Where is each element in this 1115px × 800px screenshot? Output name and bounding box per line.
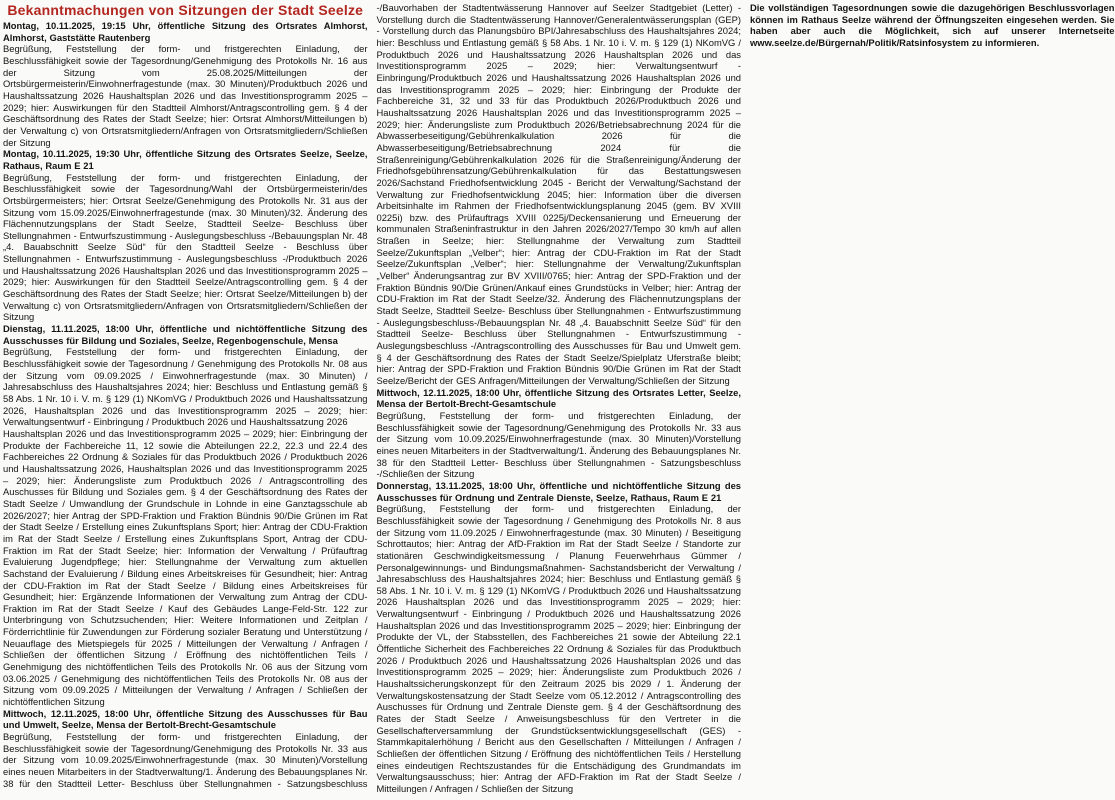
agenda-text: Begrüßung, Feststellung der form- und fristgerechten Einladung, der Beschlussfähigkeit sowie der Tagesordnung/Genehmigung des Protokolls Nr. 16 aus der Sitzung vom 25.08.2025/Mitteilungen der Ortsbürgermeisterin/Einwohnerfragestunde (max. 30 Minuten)/Produktbuch 2026 und Haushaltssatzung 2026 Haushaltsplan 2026 und das Investitionsprogramm 2025 – 2029; hier: Auswirkungen für den Stadtteil Almhorst/Antragscontrolling gem. § 4 der Geschäftsordnung des Rates der Stadt Seelze; hier: Ortsrat Almhorst/Mitteilungen b) der Verwaltung c) von Ortsratsmitgliedern/Anfragen von Ortsratsmitgliedern/Schließen der Sitzung xyxy=(3,43,368,148)
meeting-heading: Mittwoch, 12.11.2025, 18:00 Uhr, öffentliche Sitzung des Ortsrates Letter, Seelze, Mensa der Bertolt-Brecht-Gesamtschule xyxy=(376,386,741,410)
agenda-text: Begrüßung, Feststellung der form- und fristgerechten Einladung, der Beschlussfähigkeit sowie der Tagesordnung/Genehmigung des Protokolls Nr. 33 aus der Sitzung vom 10.09.2025/Einwohnerfragestunde (max. 30 Minuten)/Vorstellung eines neuen Mitarbeiters in der Stadtverwaltung/1. Änderung des Bebauungsplanes Nr. 38 für den Stadtteil Letter- Beschluss über Stellungnahmen - Satzungsbeschluss -/Schließen der Sitzung xyxy=(376,409,741,480)
agenda-text: Begrüßung, Feststellung der form- und fristgerechten Einladung, der Beschlussfähigkeit sowie der Tagesordnung/Genehmigung des Protokolls Nr. 33 aus der Sitzung vom 10.09.2025/Einwohnerfragestunde (max. 30 Minuten)/Vorstellung eines neuen Mitarbeiters in der Stadtverwaltung/1. Änderung des Bebauungsplanes Nr. 38 für den Stadtteil Letter- Beschluss über Stellungnahmen - Satzungsbeschluss -/Bauvorhaben der Stadtentwässerung Hannover auf Seelzer Stadtgebiet (Letter) - Vorstellung durch die Stadtentwässerung Hannover/Generalentwässerungsplan (GEP) - Vorstellung durch das Planungsbüro BPI/Jahresabschluss des Haushaltsjahres 2024; hier: Beschluss und Entlastung gemäß § 58 Abs. 1 Nr. 10 i. V. m. § 129 (1) NKomVG / Produktbuch 2026 und Haushaltssatzung 2026 Haushaltsplan 2026 und das Investitionsprogramm 2025 – 2029; hier: Verwaltungsentwurf - Einbringung/Produktbuch 2026 und Haushaltssatzung 2026 Haushaltsplan 2026 und das Investitionsprogramm 2025 – 2029; hier: Einbringung der Produkte der Fachbereiche 31, 32 und 33 für das Produktbuch 2026/Produktbuch 2026 und Haushaltssatzung 2026 Haushaltsplan 2026 und das Investitionsprogramm 2025 – 2029; hier: Änderungsliste zum Produktbuch 2026/Betriebsabrechnung 2024 für die Abwasserbeseitigung/Gebührenkalkulation 2026 für die Abwasserbeseitigung/Betriebsabrechnung 2024 für die Straßenreinigung/Gebührenkalkulation 2026 für die Straßenreinigung/Änderung der Friedhofsgebührensatzung/Gebührenkalkulation für das Bestattungswesen 2026/Sachstand Friedhofsentwicklung 2045 - Bericht der Verwaltung/Sachstand der Verwaltung zur Friedhofsentwicklung 2045; hier: Information über die diversen Arbeitsinhalte im Rahmen der Friedhofsentwicklungsplanung 2045 (gem. BV XVIII 0225i) bzw. des Prüfauftrags XVIII 0225j/Deckensanierung und Erneuerung der kommunalen Straßeninfrastruktur in den Jahren 2026/2027/Tempo 30 km/h auf allen Straßen in Seelze; hier: Stellungnahme der Verwaltung zum Stadtteil Seelze/Zukunftsplan „Velber“; hier: Antrag der CDU-Fraktion im Rat der Stadt Seelze/Zukunftsplan „Velber“; hier: Stellungnahme der Verwaltung/Zukunftsplan „Velber“ Änderungsantrag zur BV XVIII/0765; hier: Antrag der SPD-Fraktion und der Fraktion Bündnis 90/Die Grünen/Ankauf eines Grundstücks in Velber; hier: Antrag der CDU-Fraktion im Rat der Stadt Seelze/32. Änderung des Flächennutzungsplans der Stadt Seelze, Stadtteil Seelze- Beschluss über Stellungnahmen - Entwurfszustimmung - Auslegungsbeschluss-/Bebauungsplan Nr. 48 „4. Bauabschnitt Seelze Süd“ für den Stadtteil Seelze- Beschluss über Stellungnahmen - Entwurfszustimmung - Auslegungsbeschluss -/Antragscontrolling des Ausschusses für Bau und Umwelt gem. § 4 der Geschäftsordnung des Rates der Stadt Seelze/Spielplatz Uferstraße bleibt; hier: Antrag der SPD-Fraktion und Fraktion Bündnis 90/Die Grünen im Rat der Stadt Seelze/Bericht der GES Anfragen/Mitteilungen der Verwaltung/Schließen der Sitzung xyxy=(3,2,741,789)
page-title: Bekanntmachungen von Sitzungen der Stadt Seelze xyxy=(7,2,364,18)
meeting-section-ortsrat-seelze xyxy=(3,148,368,323)
meeting-section-ortsrat-letter xyxy=(377,387,742,480)
agenda-text: Begrüßung, Feststellung der form- und fristgerechten Einladung, der Beschlussfähigkeit sowie der Tagesordnung / Genehmigung des Protokolls Nr. 08 aus der Sitzung vom 09.09.2025 / Einwohnerfragestunde (max. 30 Minuten) / Jahresabschluss des Haushaltsjahres 2024; hier: Beschluss und Entlastung gemäß § 58 Abs. 1 Nr. 10 i. V. m. § 129 (1) NKomVG / Produktbuch 2026 und Haushaltssatzung 2026, Haushaltsplan 2026 und das Investitionsprogramm 2025 – 2029; hier: Verwaltungsentwurf - Einbringung / Produktbuch 2026 und Haushaltssatzung 2026 xyxy=(3,346,368,428)
agenda-text: Begrüßung, Feststellung der form- und fristgerechten Einladung, der Beschlussfähigkeit sowie der Tagesordnung / Genehmigung des Protokolls Nr. 8 aus der Sitzung vom 11.09.2025 / Einwohnerfragestunde (max. 30 Minuten) / Beseitigung Schrottautos; hier: Antrag der AfD-Fraktion im Rat der Stadt Seelze / Standorte zur stationären Geschwindigkeitsmessung / Planung Feuerwehrhaus Gümmer / Personalgewinnungs- und Bindungsmaßnahmen- Sachstandsbericht der Verwaltung / Jahresabschluss des Haushaltsjahres 2024; hier: Beschluss und Entlastung gemäß § 58 Abs. 1 Nr. 10 i. V. m. § 129 (1) NKomVG / Produktbuch 2026 und Haushaltssatzung 2026 Haushaltsplan 2026 und das Investitionsprogramm 2025 – 2029; hier: Verwaltungsentwurf - Einbringung / Produktbuch 2026 und Haushaltssatzung 2026 Haushaltsplan 2026 und das Investitionsprogramm 2025 – 2029; hier: Einbringung der Produkte der VL, der Stabsstellen, des Fachbereiches 21 sowie der Abteilung 22.1 Öffentliche Sicherheit des Fachbereiches 22 Ordnung & Soziales für das Produktbuch 2026 / Produktbuch 2026 und Haushaltssatzung 2026 Haushaltsplan 2026 und das Investitionsprogramm 2025 – 2029; hier: Änderungsliste zum Produktbuch 2026 / Haushaltssicherungskonzept für den Zeitraum 2025 bis 2029 / 1. Änderung der Verwaltungskostensatzung der Stadt Seelze vom 05.12.2012 / Antragscontrolling des Auschusses für Ordnung und Zentrale Dienste gem. § 4 der Geschäftsordnung des Rates der Stadt Seelze / Anweisungsbeschluss für den Vertreter in die Gesellschafterversammlung der Grundstücksentwicklungsgesellschaft (GES) - Stammkapitalerhöhung / Bericht aus den Gesellschaften / Mitteilungen / Anfragen / Schließen der öffentlichen Sitzung / Eröffnung des nichtöffentlichen Teils / Herstellung eines eindeutigen Rechtszustandes für die Entschädigung des Grundmandats im Verwaltungsausschuss; hier: Antrag der AFD-Fraktion im Rat der Stadt Seelze / Mitteilungen / Anfragen / Schließen der Sitzung xyxy=(376,503,741,794)
agenda-text: Haushaltsplan 2026 und das Investitionsprogramm 2025 – 2029; hier: Einbringung der Produkte der Fachbereiche 11, 12 sowie die Abteilungen 22.2, 22.3 und 22.4 des Fachbereiches 22 Ordnung & Soziales für das Produktbuch 2026 / Produktbuch 2026 und Haushaltssatzung 2026, Haushaltsplan 2026 und das Investitionsprogramm 2025 – 2029; hier: Änderungsliste zum Produktbuch 2026 / Antragscontrolling des Auschusses für Bildung und Soziales gem. § 4 der Geschäftsordnung des Rates der Stadt Seelze / Umwandlung der Grundschule in Lohnde in eine Ganztagsschule ab 2026/2027; hier Antrag der SPD-Fraktion und Fraktion Bündnis 90/Die Grünen im Rat der Stadt Seelze / Erstellung eines Zukunftsplans Sport; hier: Antrag der CDU-Fraktion im Rat der Stadt Seelze / Erstellung eines Zukunftsplans Sport, Antrag der CDU-Fraktion im Rat der Stadt Seelze; hier: Information der Verwaltung / Prüfauftrag Evaluierung Jugendpflege; hier: Stellungnahme der Verwaltung zum aktuellen Sachstand der Evaluierung / Bildung eines Arbeitskreises für Gesundheit; hier: Antrag der CDU-Fraktion im Rat der Stadt Seelze / Bildung eines Arbeitskreises für Gesundheit; hier: Ergänzende Informationen der Verwaltung zum Antrag der CDU-Fraktion im Rat der Stadt Seelze / Kauf des Gebäudes Lange-Feld-Str. 122 zur Unterbringung von Schutzsuchenden; Hier: Weitere Informationen und Zeitplan / Förderrichtlinie für Zuwendungen zur Förderung sozialer Beratung und Unterstützung / Neuauflage des Mietspiegels für 2025 / Mitteilungen der Verwaltung / Anfragen / Schließen der öffentlichen Sitzung / Eröffnung des nichtöffentlichen Teils / Genehmigung des nichtöffentlichen Teils des Protokolls Nr. 06 aus der Sitzung vom 03.06.2025 / Genehmigung des nichtöffentlichen Teils des Protokolls Nr. 08 aus der Sitzung vom 09.09.2025 / Mitteilungen der Verwaltung / Anfragen / Schließen der nichtöffentlichen Sitzung xyxy=(3,427,368,708)
meeting-heading: Donnerstag, 13.11.2025, 18:00 Uhr, öffentliche und nichtöffentliche Sitzung des Ausschusses für Ordnung und Zentrale Dienste, Seelze, Rathaus, Raum E 21 xyxy=(376,479,741,503)
meeting-section-ordnung-zentrale-dienste xyxy=(377,480,742,795)
meeting-heading: Mittwoch, 12.11.2025, 18:00 Uhr, öffentliche Sitzung des Ausschusses für Bau und Umwelt, Seelze, Mensa der Bertolt-Brecht-Gesamtschule xyxy=(3,707,368,731)
meeting-section-bildung-soziales xyxy=(3,323,368,708)
meeting-section-almhorst xyxy=(3,20,368,148)
meeting-heading: Montag, 10.11.2025, 19:30 Uhr, öffentliche Sitzung des Ortsrates Seelze, Seelze, Rathaus, Raum E 21 xyxy=(3,148,368,171)
agenda-text: Begrüßung, Feststellung der form- und fristgerechten Einladung, der Beschlussfähigkeit sowie der Tagesordnung/Wahl der Ortsbürgermeisterin/des Ortsbürgermeisters; hier: Ortsrat Seelze/Genehmigung des Protokolls Nr. 31 aus der Sitzung vom 15.09.2025/Einwohnerfragestunde (max. 30 Minuten)/32. Änderung des Flächennutzungsplans der Stadt Seelze, Stadtteil Seelze- Beschluss über Stellungnahmen - Entwurfszustimmung - Auslegungsbeschluss -/Bebauungsplan Nr. 48 „4. Bauabschnitt Seelze Süd“ für den Stadtteil Seelze - Beschluss über Stellungnahmen - Entwurfszustimmung - Auslegungsbeschluss -/Produktbuch 2026 und Haushaltssatzung 2026 Haushaltsplan 2026 und das Investitionsprogramm 2025 – 2029; hier: Auswirkungen für den Stadtteil Seelze/Antragscontrolling gem. § 4 der Geschäftsordnung des Rates der Stadt Seelze; hier: Ortsrat Seelze/Mitteilungen b) der Verwaltung c) von Ortsratsmitgliedern/Anfragen von Ortsratsmitgliedern/Schließen der Sitzung xyxy=(3,171,368,323)
meeting-heading: Montag, 10.11.2025, 19:15 Uhr, öffentliche Sitzung des Ortsrates Almhorst, Almhorst, Gaststätte Rautenberg xyxy=(3,20,368,43)
closing-note: Die vollständigen Tagesordnungen sowie die dazugehörigen Beschlussvorlagen können im Rathaus Seelze während der Öffnungszeiten eingesehen werden. Sie haben aber auch die Möglichkeit, sich auf unserer Internetseite www.seelze.de/Bürgernah/Politik/Ratsinfosystem zu informieren. xyxy=(750,2,1115,48)
meeting-heading: Dienstag, 11.11.2025, 18:00 Uhr, öffentliche und nichtöffentliche Sitzung des Ausschusses für Bildung und Soziales, Seelze, Regenbogenschule, Mensa xyxy=(3,323,368,346)
